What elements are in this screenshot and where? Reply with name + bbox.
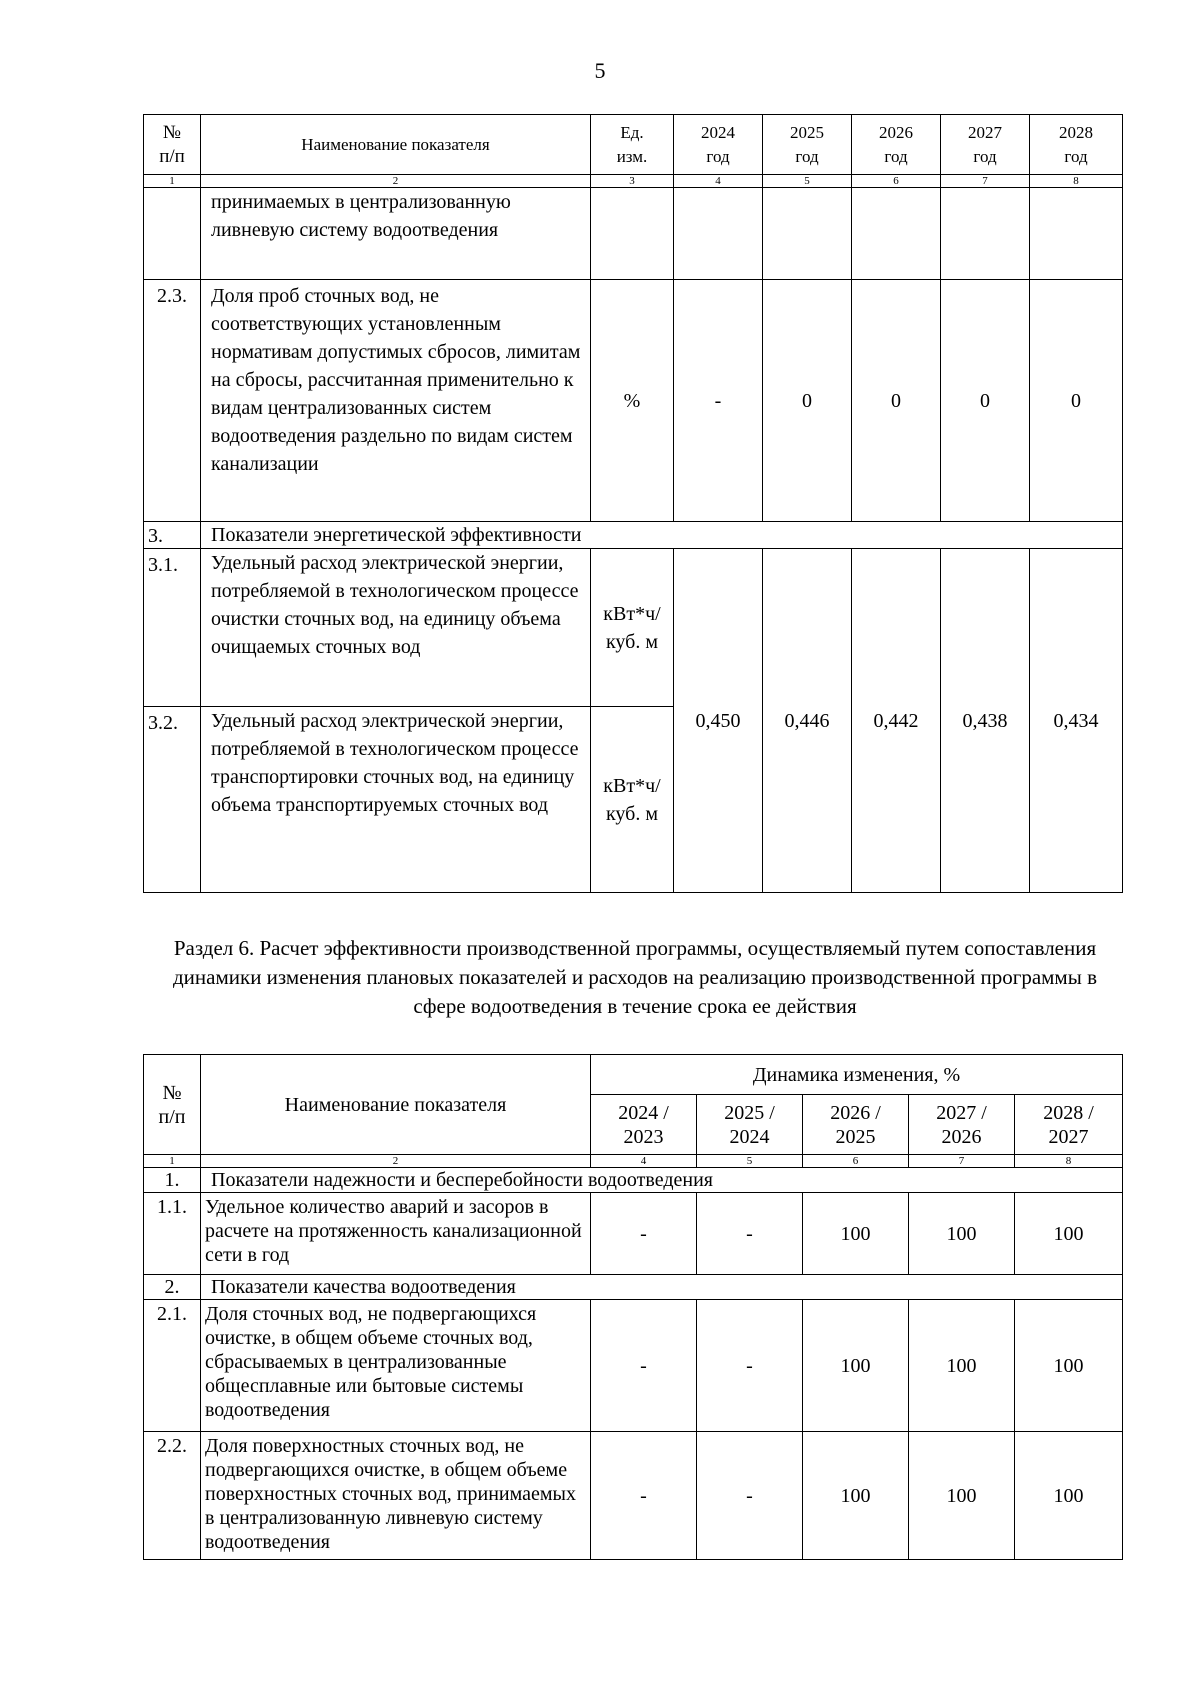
header-year: 2024 год: [674, 115, 763, 175]
name-cell: Удельный расход электрической энергии, потребляемой в технологическом процессе очистки сточных вод, на единицу объема очищаемых сточных вод: [201, 549, 591, 707]
table-row: [144, 1432, 1123, 1560]
num-cell: 1.: [144, 1168, 201, 1193]
name-cell: Доля сточных вод, не подвергающихся очистке, в общем объеме сточных вод, сбрасываемых в централизованные общесплавные или бытовые системы водоотведения: [201, 1300, 591, 1432]
header-dynamics: Динамика изменения, %: [591, 1055, 1123, 1095]
section-row: [144, 1168, 1123, 1193]
value-cell: -: [697, 1193, 803, 1275]
section-title: Показатели качества водоотведения: [201, 1275, 1123, 1300]
num-cell: 2.2.: [144, 1432, 201, 1560]
table-row: [144, 280, 1123, 522]
section-row: [144, 1275, 1123, 1300]
index-cell: 2: [201, 1155, 591, 1168]
header-num: № п/п: [144, 1055, 201, 1155]
value-cell: 0: [941, 280, 1030, 522]
index-cell: 1: [144, 175, 201, 188]
section-row: [144, 522, 1123, 549]
table-row: [144, 1193, 1123, 1275]
name-cell: Удельный расход электрической энергии, потребляемой в технологическом процессе транспортировки сточных вод, на единицу объема транспортируемых сточных вод: [201, 707, 591, 893]
value-cell: [941, 188, 1030, 280]
value-cell: 100: [1015, 1300, 1123, 1432]
value-cell: [852, 188, 941, 280]
value-cell: -: [674, 280, 763, 522]
value-cell: -: [591, 1193, 697, 1275]
value-cell: -: [697, 1300, 803, 1432]
value-cell: -: [591, 1300, 697, 1432]
index-cell: 8: [1030, 175, 1123, 188]
index-cell: 7: [941, 175, 1030, 188]
value-cell: [674, 188, 763, 280]
index-cell: 5: [697, 1155, 803, 1168]
dynamics-table: [143, 1054, 1123, 1560]
unit-cell: кВт*ч/ куб. м: [591, 707, 674, 893]
num-cell: 3.: [144, 522, 201, 549]
value-cell: 100: [803, 1300, 909, 1432]
unit-cell: [591, 188, 674, 280]
header-period: 2027 / 2026: [909, 1095, 1015, 1155]
unit-cell: %: [591, 280, 674, 522]
index-row: [144, 175, 1123, 188]
name-cell: принимаемых в централизованную ливневую систему водоотведения: [201, 188, 591, 280]
value-cell: 0: [852, 280, 941, 522]
indicators-table: [143, 114, 1123, 893]
index-cell: 2: [201, 175, 591, 188]
merged-value-cell: 0,446: [763, 549, 852, 893]
section6-heading: Раздел 6. Расчет эффективности производственной программы, осуществляемый путем сопоставления динамики изменения плановых показателей и расходов на реализацию производственной программы в сфере водоотведения в течение срока ее действия: [172, 936, 1097, 1018]
page-number: 5: [594, 58, 606, 83]
value-cell: 100: [1015, 1193, 1123, 1275]
header-period: 2024 / 2023: [591, 1095, 697, 1155]
table-header-row: [144, 1055, 1123, 1095]
header-period: 2025 / 2024: [697, 1095, 803, 1155]
unit-cell: кВт*ч/ куб. м: [591, 549, 674, 707]
num-cell: 2.1.: [144, 1300, 201, 1432]
header-unit: Ед. изм.: [591, 115, 674, 175]
index-cell: 4: [674, 175, 763, 188]
num-cell: 2.3.: [144, 280, 201, 522]
index-cell: 6: [852, 175, 941, 188]
merged-value-cell: 0,434: [1030, 549, 1123, 893]
value-cell: [1030, 188, 1123, 280]
name-cell: Удельное количество аварий и засоров в расчете на протяженность канализационной сети в год: [201, 1193, 591, 1275]
num-cell: 3.1.: [144, 549, 201, 707]
index-row: [144, 1155, 1123, 1168]
header-num: № п/п: [144, 115, 201, 175]
index-cell: 7: [909, 1155, 1015, 1168]
value-cell: 100: [1015, 1432, 1123, 1560]
num-cell: 1.1.: [144, 1193, 201, 1275]
index-cell: 1: [144, 1155, 201, 1168]
table-row: [144, 1300, 1123, 1432]
value-cell: -: [697, 1432, 803, 1560]
num-cell: 3.2.: [144, 707, 201, 893]
section-title: Показатели надежности и бесперебойности водоотведения: [201, 1168, 1123, 1193]
index-cell: 8: [1015, 1155, 1123, 1168]
name-cell: Доля поверхностных сточных вод, не подвергающихся очистке, в общем объеме поверхностных сточных вод, принимаемых в централизованную ливневую систему водоотведения: [201, 1432, 591, 1560]
value-cell: -: [591, 1432, 697, 1560]
index-cell: 6: [803, 1155, 909, 1168]
merged-value-cell: 0,450: [674, 549, 763, 893]
value-cell: 100: [909, 1432, 1015, 1560]
table-row: [144, 188, 1123, 280]
value-cell: 100: [803, 1193, 909, 1275]
index-cell: 5: [763, 175, 852, 188]
header-name: Наименование показателя: [201, 1055, 591, 1155]
num-cell: [144, 188, 201, 280]
header-name: Наименование показателя: [201, 115, 591, 175]
num-cell: 2.: [144, 1275, 201, 1300]
header-year: 2026 год: [852, 115, 941, 175]
header-period: 2028 / 2027: [1015, 1095, 1123, 1155]
header-period: 2026 / 2025: [803, 1095, 909, 1155]
section-title: Показатели энергетической эффективности: [201, 522, 1123, 549]
merged-value-cell: 0,442: [852, 549, 941, 893]
value-cell: [763, 188, 852, 280]
header-year: 2028 год: [1030, 115, 1123, 175]
value-cell: 0: [1030, 280, 1123, 522]
header-year: 2027 год: [941, 115, 1030, 175]
name-cell: Доля проб сточных вод, не соответствующих установленным нормативам допустимых сбросов, лимитам на сбросы, рассчитанная применительно к видам централизованных систем водоотведения раздельно по видам систем канализации: [201, 280, 591, 522]
value-cell: 0: [763, 280, 852, 522]
merged-value-cell: 0,438: [941, 549, 1030, 893]
value-cell: 100: [909, 1300, 1015, 1432]
index-cell: 3: [591, 175, 674, 188]
index-cell: 4: [591, 1155, 697, 1168]
table-row: [144, 549, 1123, 707]
table-header-row: [144, 115, 1123, 175]
header-year: 2025 год: [763, 115, 852, 175]
value-cell: 100: [803, 1432, 909, 1560]
value-cell: 100: [909, 1193, 1015, 1275]
